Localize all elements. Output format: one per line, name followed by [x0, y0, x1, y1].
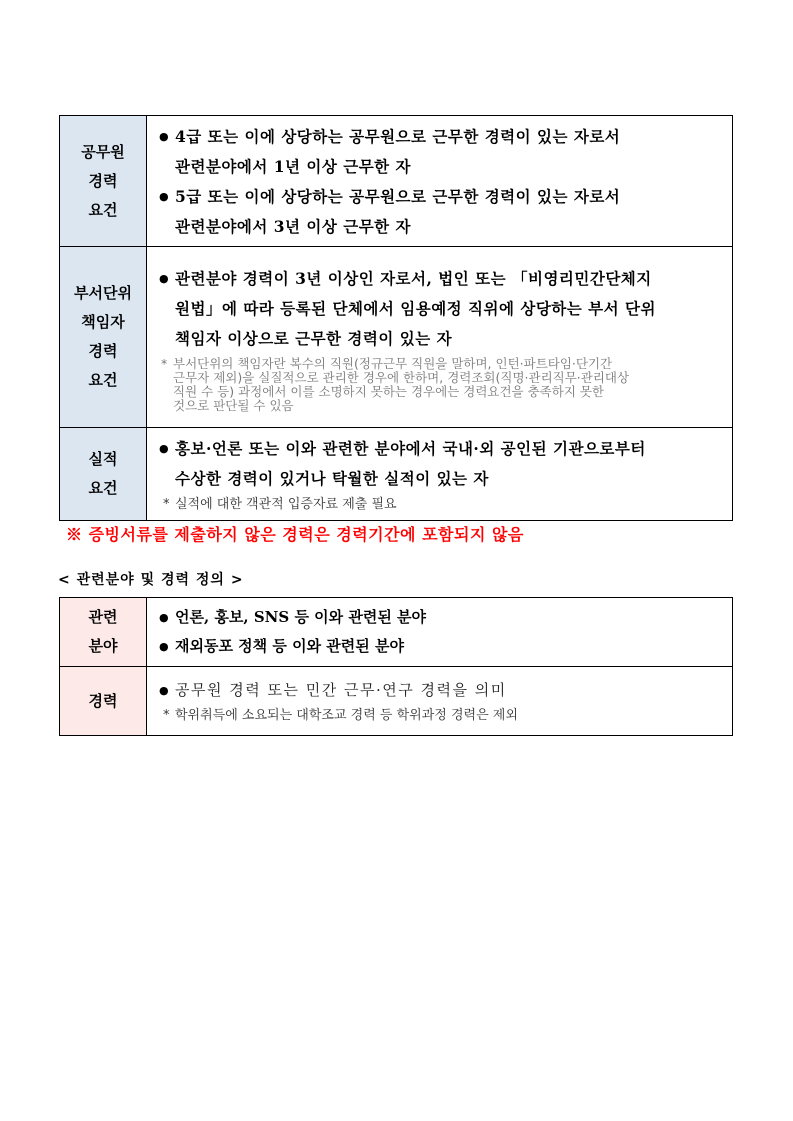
- definition-content: [147, 667, 733, 736]
- requirement-label: 공무원 경력 요건: [60, 116, 147, 247]
- list-item: ● 관련분야 경력이 3년 이상인 자로서, 법인 또는 「비영리민간단체지 원법」에 따라 등록된 단체에서 임용예정 직위에 상당하는 부서 단위 책임자 이상으로 근무한 경력이 있는 자: [159, 264, 722, 354]
- requirement-row-department-head: [60, 247, 733, 428]
- definition-content: [147, 598, 733, 667]
- definition-row-field: [60, 598, 733, 667]
- definition-title: < 관련분야 및 경력 정의 >: [58, 572, 244, 588]
- requirement-content: [147, 247, 733, 428]
- definition-label: 관련 분야: [60, 598, 147, 667]
- warning-notice: ※ 증빙서류를 제출하지 않은 경력은 경력기간에 포함되지 않음: [66, 525, 524, 544]
- list-item: ● 공무원 경력 또는 민간 근무·연구 경력을 의미: [159, 676, 722, 705]
- definition-row-career: [60, 667, 733, 736]
- footnote: * 부서단위의 책임자란 복수의 직원(정규근무 직원을 말하며, 인턴·파트타임·단기간 근무자 제외)을 실질적으로 관리한 경우에 한하며, 경력조회(직명·관리직무·관리대상 직원 수 등) 과정에서 이를 소명하지 못하는 경우에는 경력요건을 충족하지 못한 것으로 판단될 수 있음: [159, 357, 722, 413]
- list-item: ● 재외동포 정책 등 이와 관련된 분야: [159, 632, 722, 661]
- footnote: * 실적에 대한 객관적 입증자료 제출 필요: [159, 494, 722, 516]
- footnote: * 학위취득에 소요되는 대학조교 경력 등 학위과정 경력은 제외: [159, 705, 722, 727]
- list-item: ● 5급 또는 이에 상당하는 공무원으로 근무한 경력이 있는 자로서 관련분야에서 3년 이상 근무한 자: [159, 182, 722, 242]
- definitions-table: [59, 597, 733, 736]
- list-item: ● 4급 또는 이에 상당하는 공무원으로 근무한 경력이 있는 자로서 관련분야에서 1년 이상 근무한 자: [159, 122, 722, 182]
- requirement-content: [147, 116, 733, 247]
- definition-label: 경력: [60, 667, 147, 736]
- list-item: ● 홍보·언론 또는 이와 관련한 분야에서 국내·외 공인된 기관으로부터 수상한 경력이 있거나 탁월한 실적이 있는 자: [159, 434, 722, 494]
- list-item: ● 언론, 홍보, SNS 등 이와 관련된 분야: [159, 603, 722, 632]
- requirements-table: [59, 115, 733, 521]
- requirement-label: 실적 요건: [60, 428, 147, 521]
- requirement-row-public-official: [60, 116, 733, 247]
- requirement-content: [147, 428, 733, 521]
- requirement-label: 부서단위 책임자 경력 요건: [60, 247, 147, 428]
- requirement-row-achievement: [60, 428, 733, 521]
